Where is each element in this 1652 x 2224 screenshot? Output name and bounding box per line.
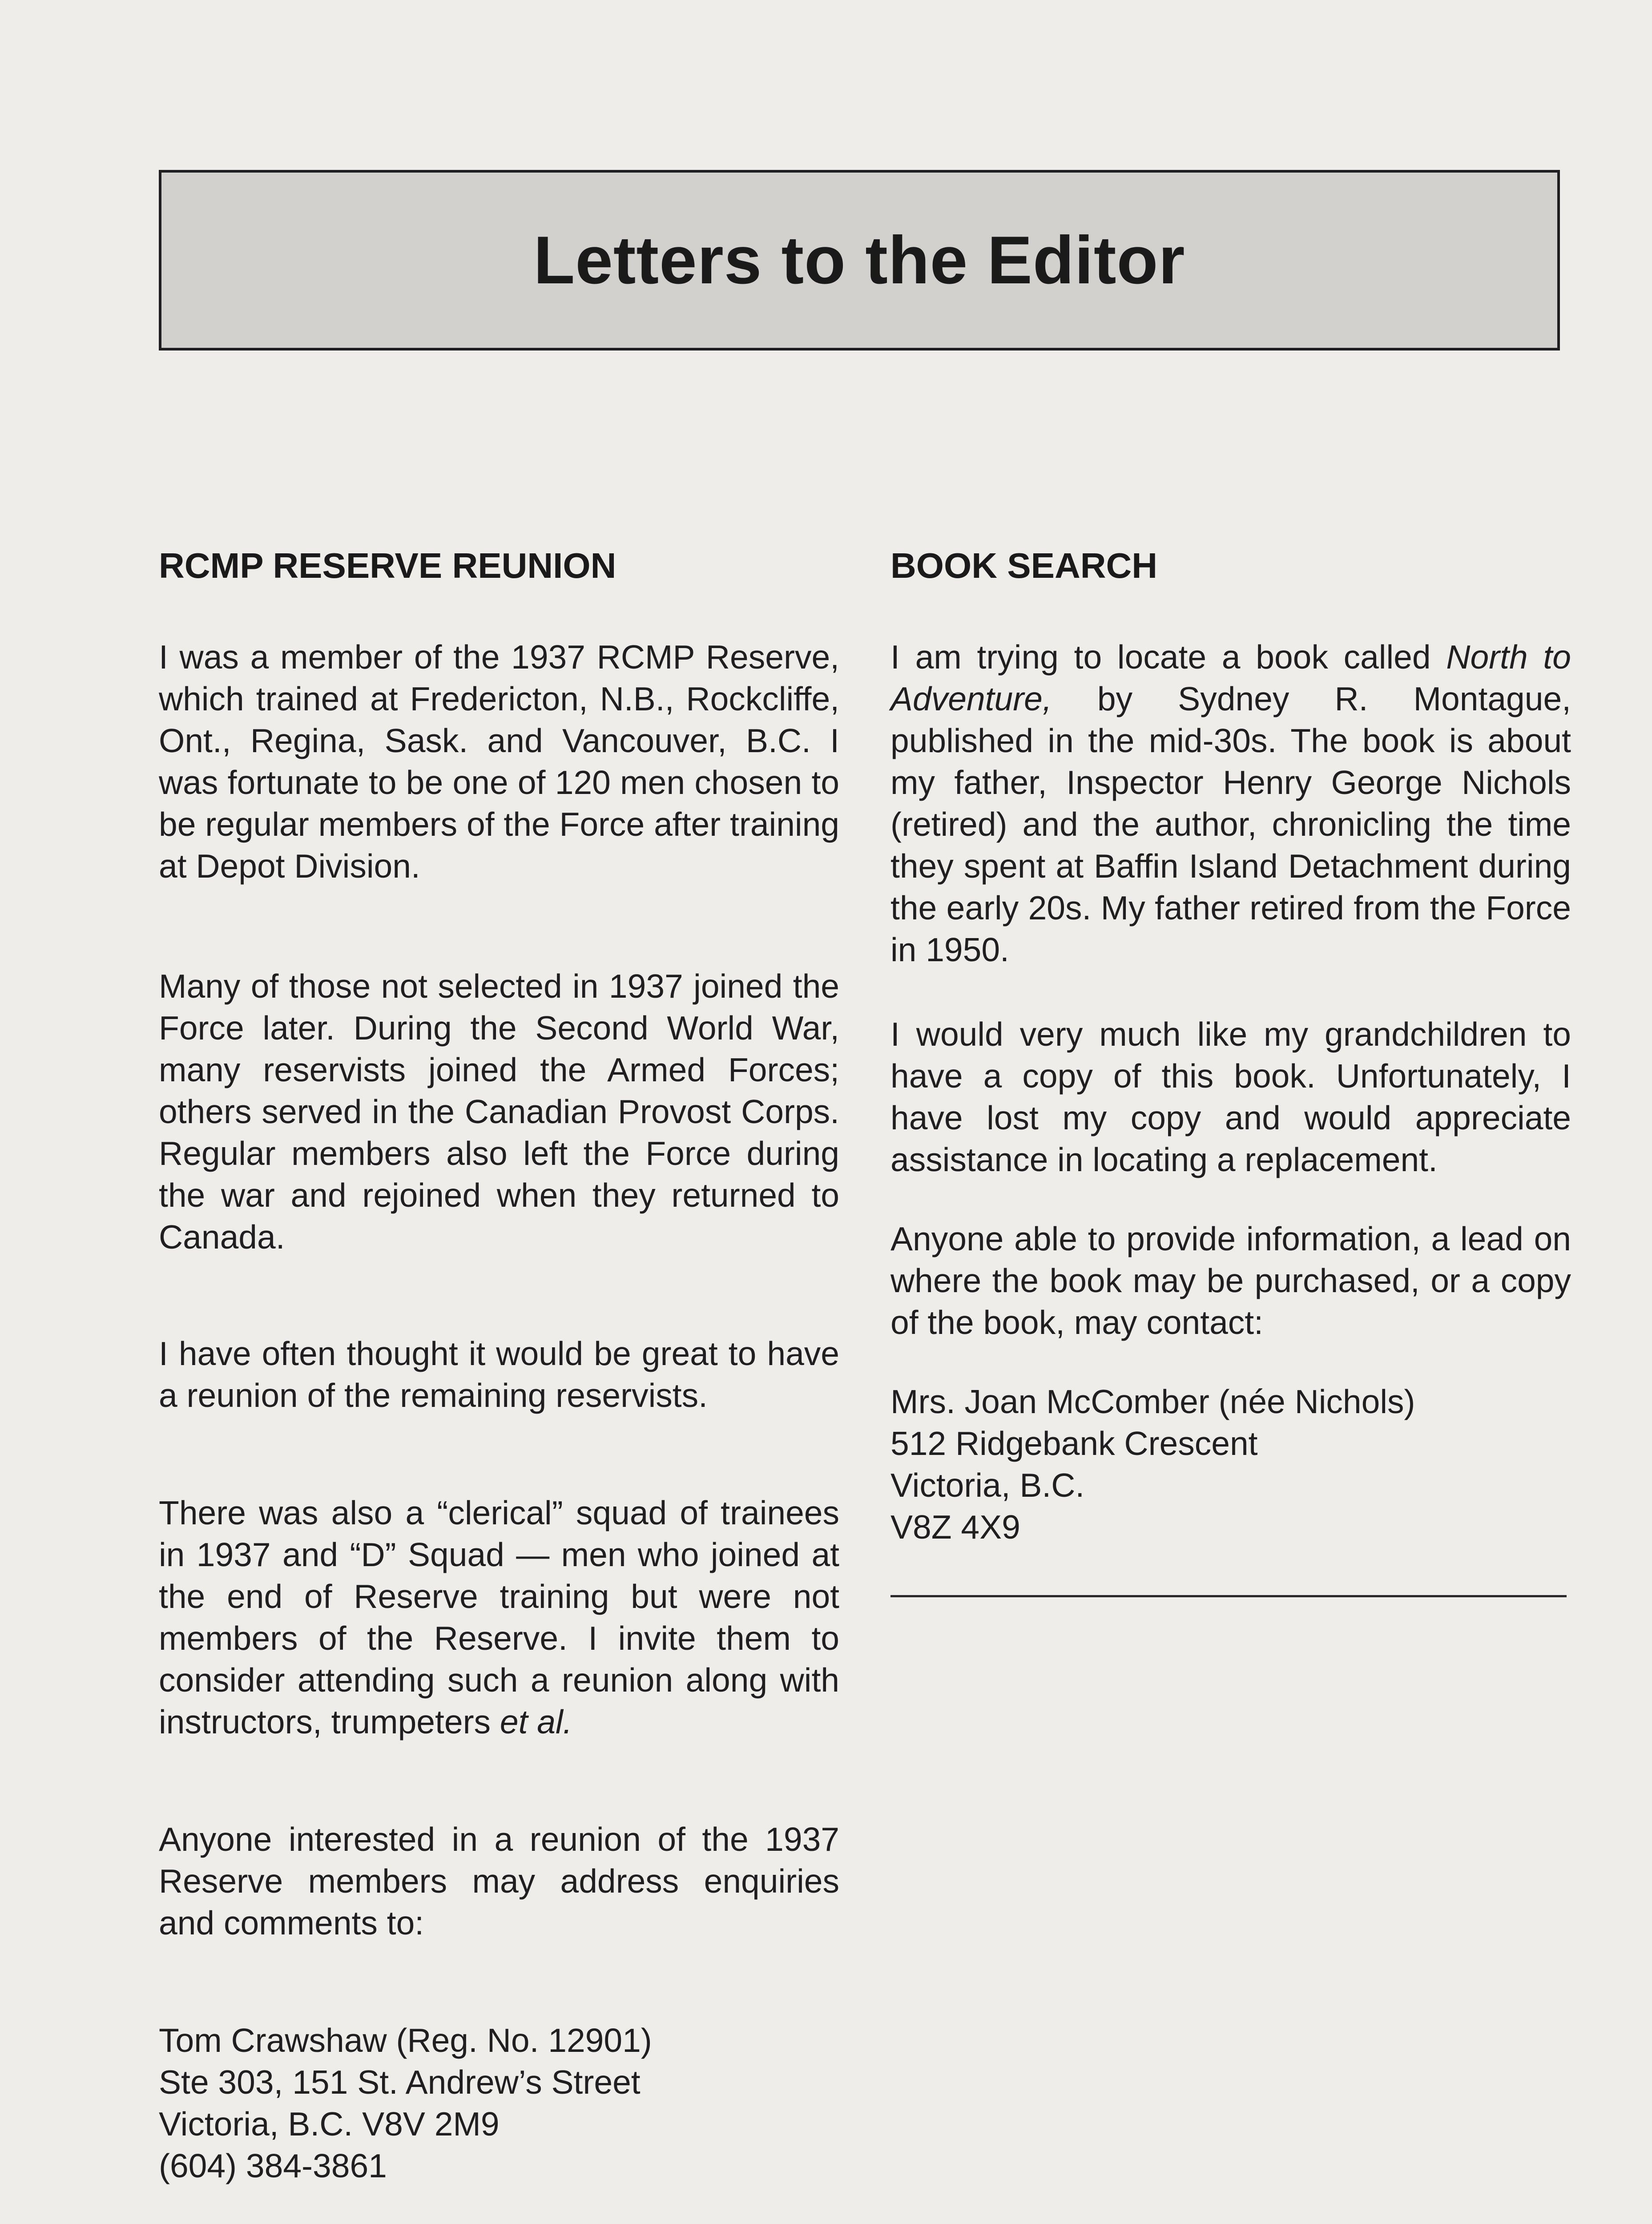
left-paragraph-5: Anyone interested in a reunion of the 1937 Reserve members may address enquiries and comments to:	[159, 1821, 839, 1942]
left-column	[159, 544, 839, 2187]
left-paragraph-2: Many of those not selected in 1937 joined the Force later. During the Second World War, many reservists joined the Armed Forces; others served in the Canadian Provost Corps. Regular members also left the Force during the war and rejoined when they returned to Canada.	[159, 967, 839, 1256]
right-paragraph-1-book-title: North to Adventure,	[890, 638, 1571, 717]
left-address-line: Victoria, B.C. V8V 2M9	[159, 2105, 500, 2143]
right-address-line: Mrs. Joan McComber (née Nichols)	[890, 1383, 1415, 1420]
right-column	[890, 544, 1571, 1597]
right-paragraph-1-text-b: by Sydney R. Montague, published in the mid-30s. The book is about my father, Inspector Henry George Nichols (retired) and the author, chronicling the time they spent at Baffin Island Detachment during the early 20s. My father retired from the Force in 1950.	[890, 680, 1571, 968]
right-paragraph-1-text-a: I am trying to locate a book called	[890, 638, 1447, 676]
right-heading: BOOK SEARCH	[890, 546, 1158, 585]
left-address-block	[159, 2019, 839, 2187]
right-paragraph-2: I would very much like my grandchildren to have a copy of this book. Unfortunately, I have lost my copy and would appreciate assistance in locating a replacement.	[890, 1015, 1571, 1178]
left-address-line: (604) 384-3861	[159, 2147, 387, 2184]
left-paragraph-4-text: There was also a “clerical” squad of trainees in 1937 and “D” Squad — men who joined at the end of Reserve training but were not members of the Reserve. I invite them to consider attending such a reunion along with instructors, trumpeters	[159, 1494, 839, 1741]
left-address-line: Tom Crawshaw (Reg. No. 12901)	[159, 2022, 652, 2059]
section-divider	[890, 1595, 1567, 1597]
right-address-line: V8Z 4X9	[890, 1508, 1020, 1546]
left-paragraph-3: I have often thought it would be great to have a reunion of the remaining reservists.	[159, 1335, 839, 1414]
left-address-line: Ste 303, 151 St. Andrew’s Street	[159, 2063, 641, 2101]
title-banner	[159, 170, 1560, 351]
left-heading: RCMP RESERVE REUNION	[159, 546, 616, 585]
left-paragraph-4-italic: et al.	[500, 1703, 572, 1741]
right-address-line: Victoria, B.C.	[890, 1467, 1085, 1504]
right-address-line: 512 Ridgebank Crescent	[890, 1425, 1258, 1462]
right-paragraph-1	[890, 636, 1571, 971]
right-paragraph-3: Anyone able to provide information, a lead on where the book may be purchased, or a copy of the book, may contact:	[890, 1220, 1571, 1341]
page-title: Letters to the Editor	[533, 222, 1185, 298]
left-paragraph-4	[159, 1492, 839, 1743]
left-paragraph-1: I was a member of the 1937 RCMP Reserve, which trained at Fredericton, N.B., Rockcliffe, Ont., Regina, Sask. and Vancouver, B.C. I was fortunate to be one of 120 men chosen to be regular members of the Force after training at Depot Division.	[159, 638, 839, 885]
right-address-block	[890, 1381, 1571, 1548]
